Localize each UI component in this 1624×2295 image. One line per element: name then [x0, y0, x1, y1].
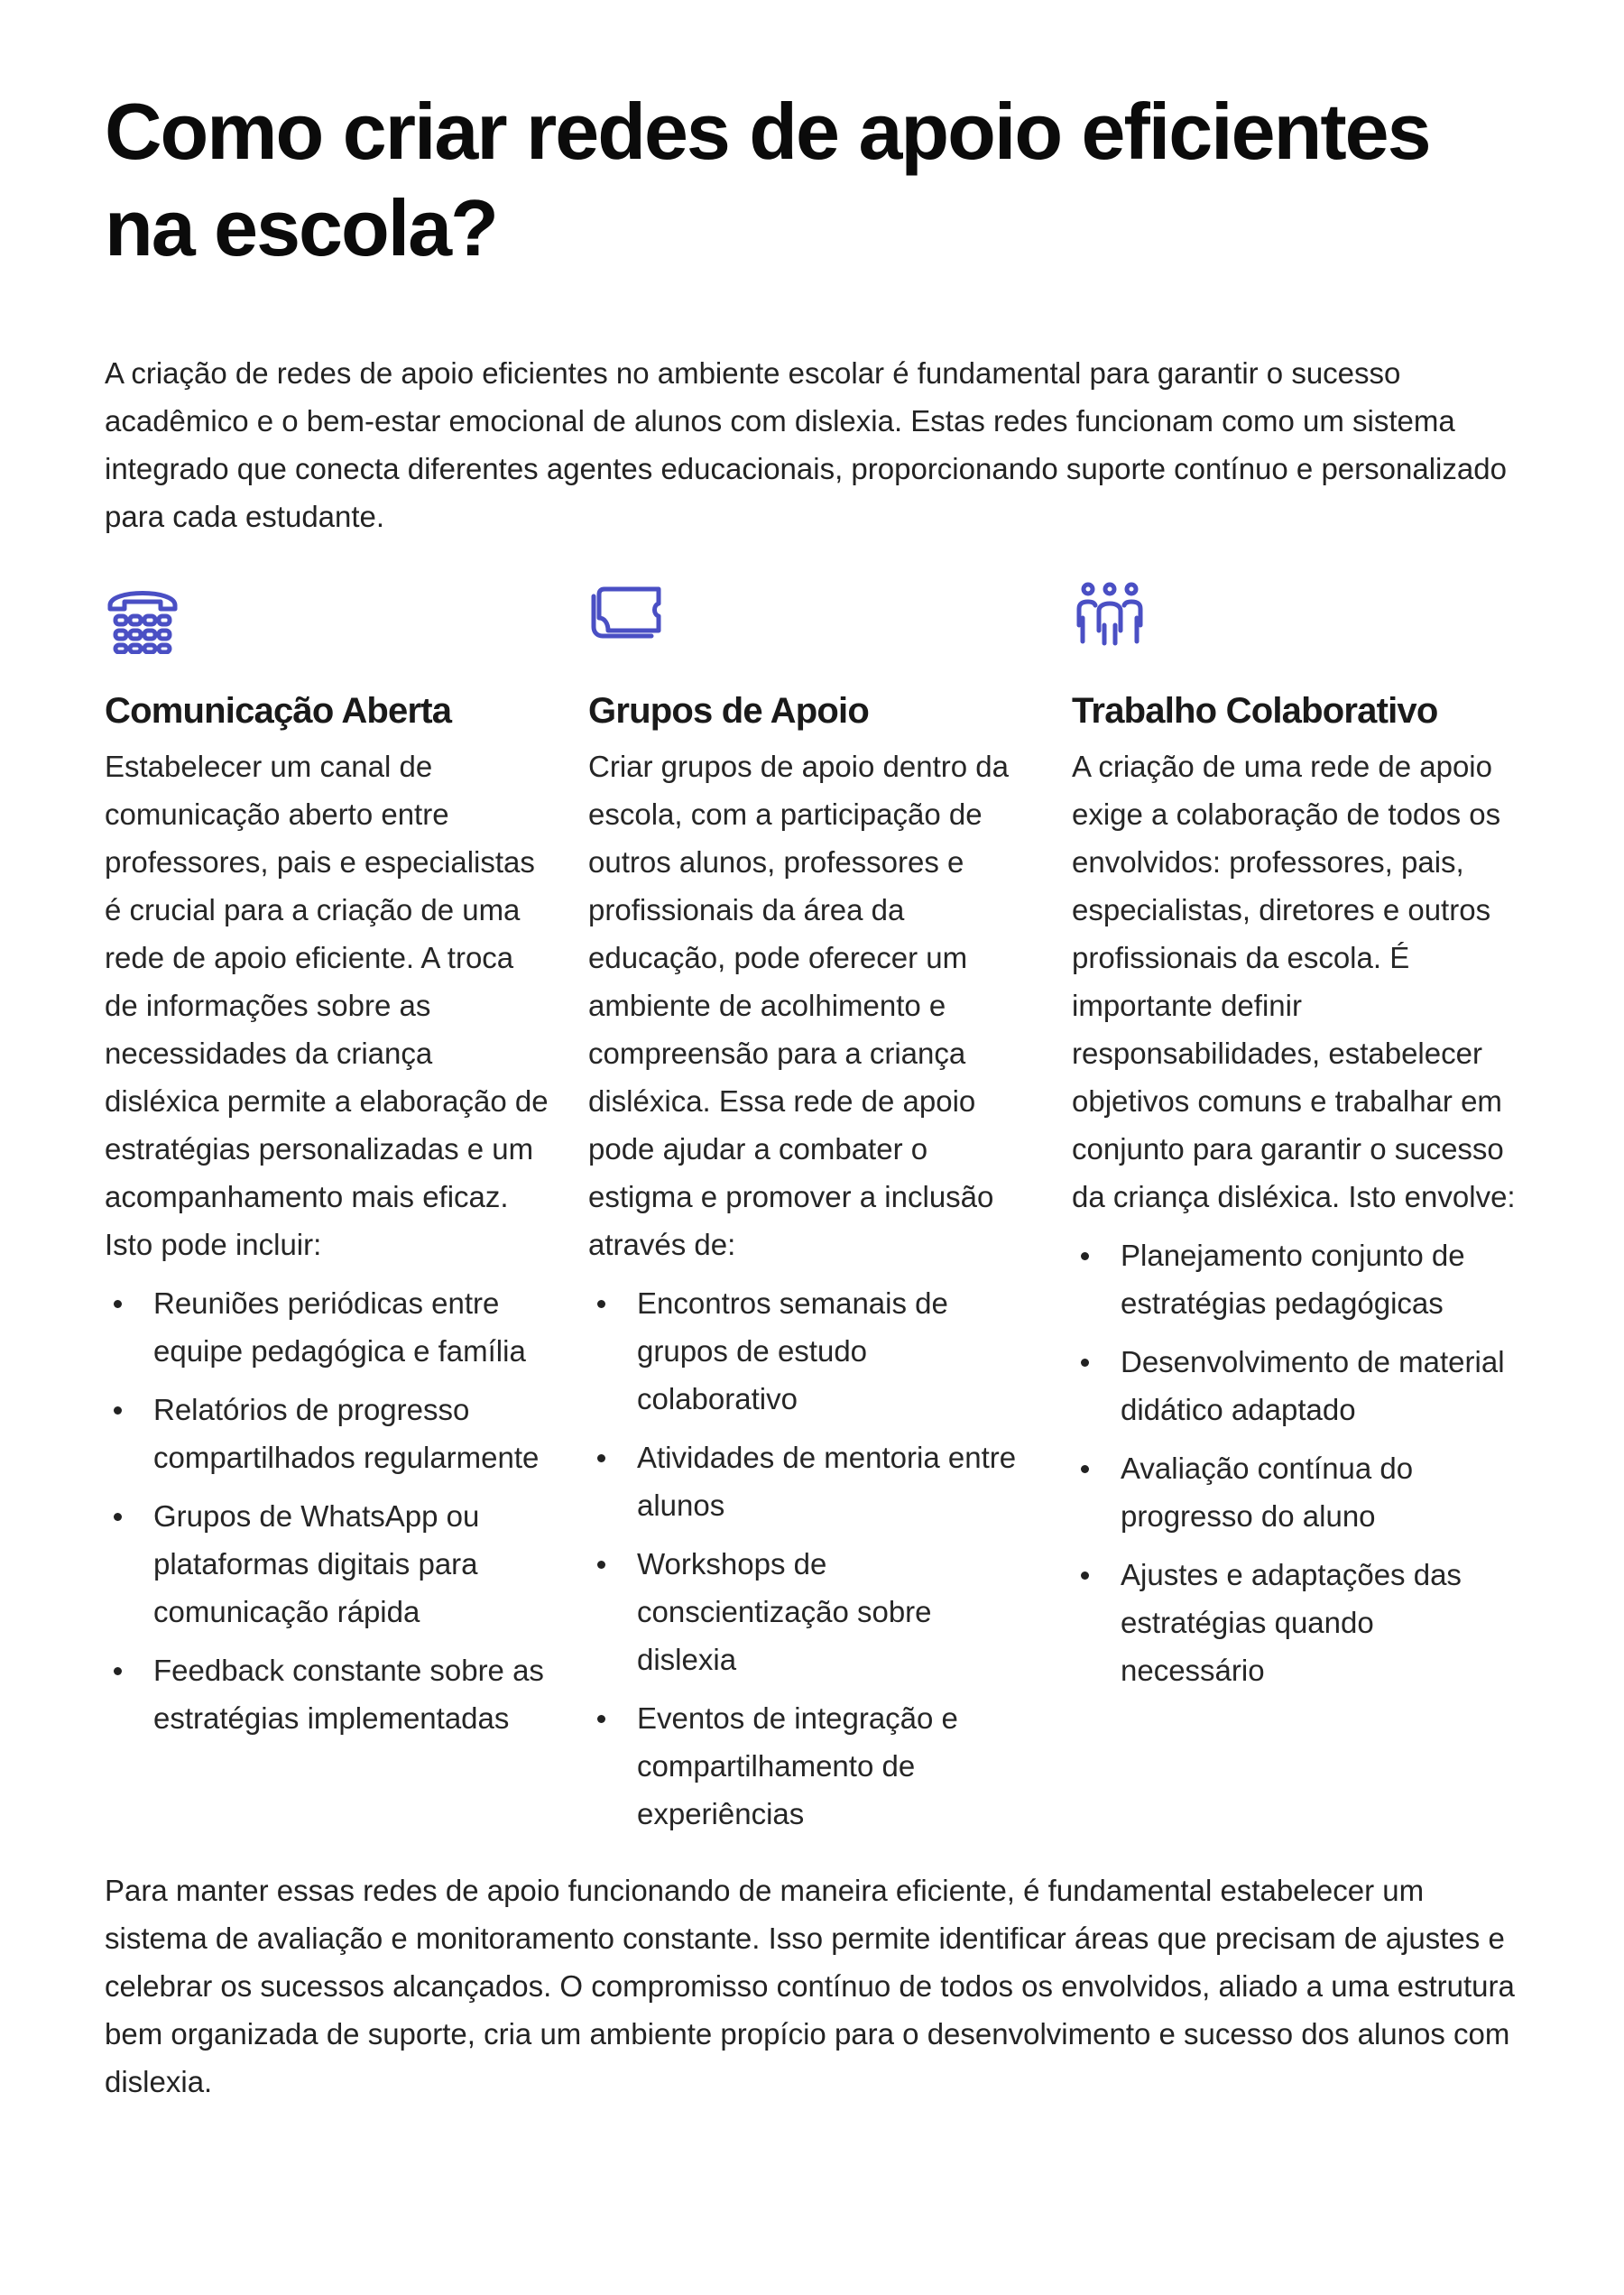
list-item: Workshops de conscientização sobre dislexia [588, 1540, 1036, 1683]
list-item: Reuniões periódicas entre equipe pedagógica e família [105, 1279, 552, 1375]
list-item: Avaliação contínua do progresso do aluno [1072, 1444, 1519, 1540]
column-body: A criação de uma rede de apoio exige a colaboração de todos os envolvidos: professores, pais, especialistas, diretores e outros profissionais da escola. É importante definir responsabilidades, estabelecer objetivos comuns e trabalhar em conjunto para garantir o sucesso da criança disléxica. Isto envolve: [1072, 749, 1516, 1213]
list-item: Atividades de mentoria entre alunos [588, 1433, 1036, 1529]
list-item: Ajustes e adaptações das estratégias quando necessário [1072, 1551, 1519, 1694]
bullet-list [1072, 1231, 1519, 1694]
closing-paragraph: Para manter essas redes de apoio funcionando de maneira eficiente, é fundamental estabelecer um sistema de avaliação e monitoramento constante. Isso permite identificar áreas que precisam de ajustes e celebrar os sucessos alcançados. O compromisso contínuo de todos os envolvidos, aliado a uma estrutura bem organizada de suporte, cria um ambiente propício para o desenvolvimento e sucesso dos alunos com dislexia. [105, 1873, 1515, 2098]
column-title: Grupos de Apoio [588, 690, 869, 731]
ticket-icon [588, 578, 664, 654]
feature-columns [105, 578, 1519, 1848]
column-title: Trabalho Colaborativo [1072, 690, 1438, 731]
telephone-icon [105, 578, 180, 654]
column-comunicacao-aberta [105, 578, 552, 1848]
list-item: Relatórios de progresso compartilhados regularmente [105, 1386, 552, 1481]
column-body: Criar grupos de apoio dentro da escola, com a participação de outros alunos, professores e profissionais da área da educação, pode oferecer um ambiente de acolhimento e compreensão para a criança disléxica. Essa rede de apoio pode ajudar a combater o estigma e promover a inclusão através de: [588, 749, 1009, 1261]
list-item: Grupos de WhatsApp ou plataformas digitais para comunicação rápida [105, 1492, 552, 1636]
column-body: Estabelecer um canal de comunicação aberto entre professores, pais e especialistas é crucial para a criação de uma rede de apoio eficiente. A troca de informações sobre as necessidades da criança disléxica permite a elaboração de estratégias personalizadas e um acompanhamento mais eficaz. Isto pode incluir: [105, 749, 549, 1261]
column-grupos-de-apoio [588, 578, 1036, 1848]
bullet-list [105, 1279, 552, 1742]
list-item: Eventos de integração e compartilhamento de experiências [588, 1694, 1036, 1838]
bullet-list [588, 1279, 1036, 1838]
page-title: Como criar redes de apoio eficientes na escola? [105, 87, 1430, 273]
list-item: Feedback constante sobre as estratégias implementadas [105, 1646, 552, 1742]
list-item: Encontros semanais de grupos de estudo colaborativo [588, 1279, 1036, 1423]
column-trabalho-colaborativo [1072, 578, 1519, 1848]
intro-paragraph: A criação de redes de apoio eficientes no ambiente escolar é fundamental para garantir o sucesso acadêmico e o bem-estar emocional de alunos com dislexia. Estas redes funcionam como um sistema integrado que conecta diferentes agentes educacionais, proporcionando suporte contínuo e personalizado para cada estudante. [105, 355, 1507, 533]
list-item: Desenvolvimento de material didático adaptado [1072, 1338, 1519, 1433]
list-item: Planejamento conjunto de estratégias pedagógicas [1072, 1231, 1519, 1327]
people-group-icon [1072, 578, 1148, 654]
column-title: Comunicação Aberta [105, 690, 452, 731]
